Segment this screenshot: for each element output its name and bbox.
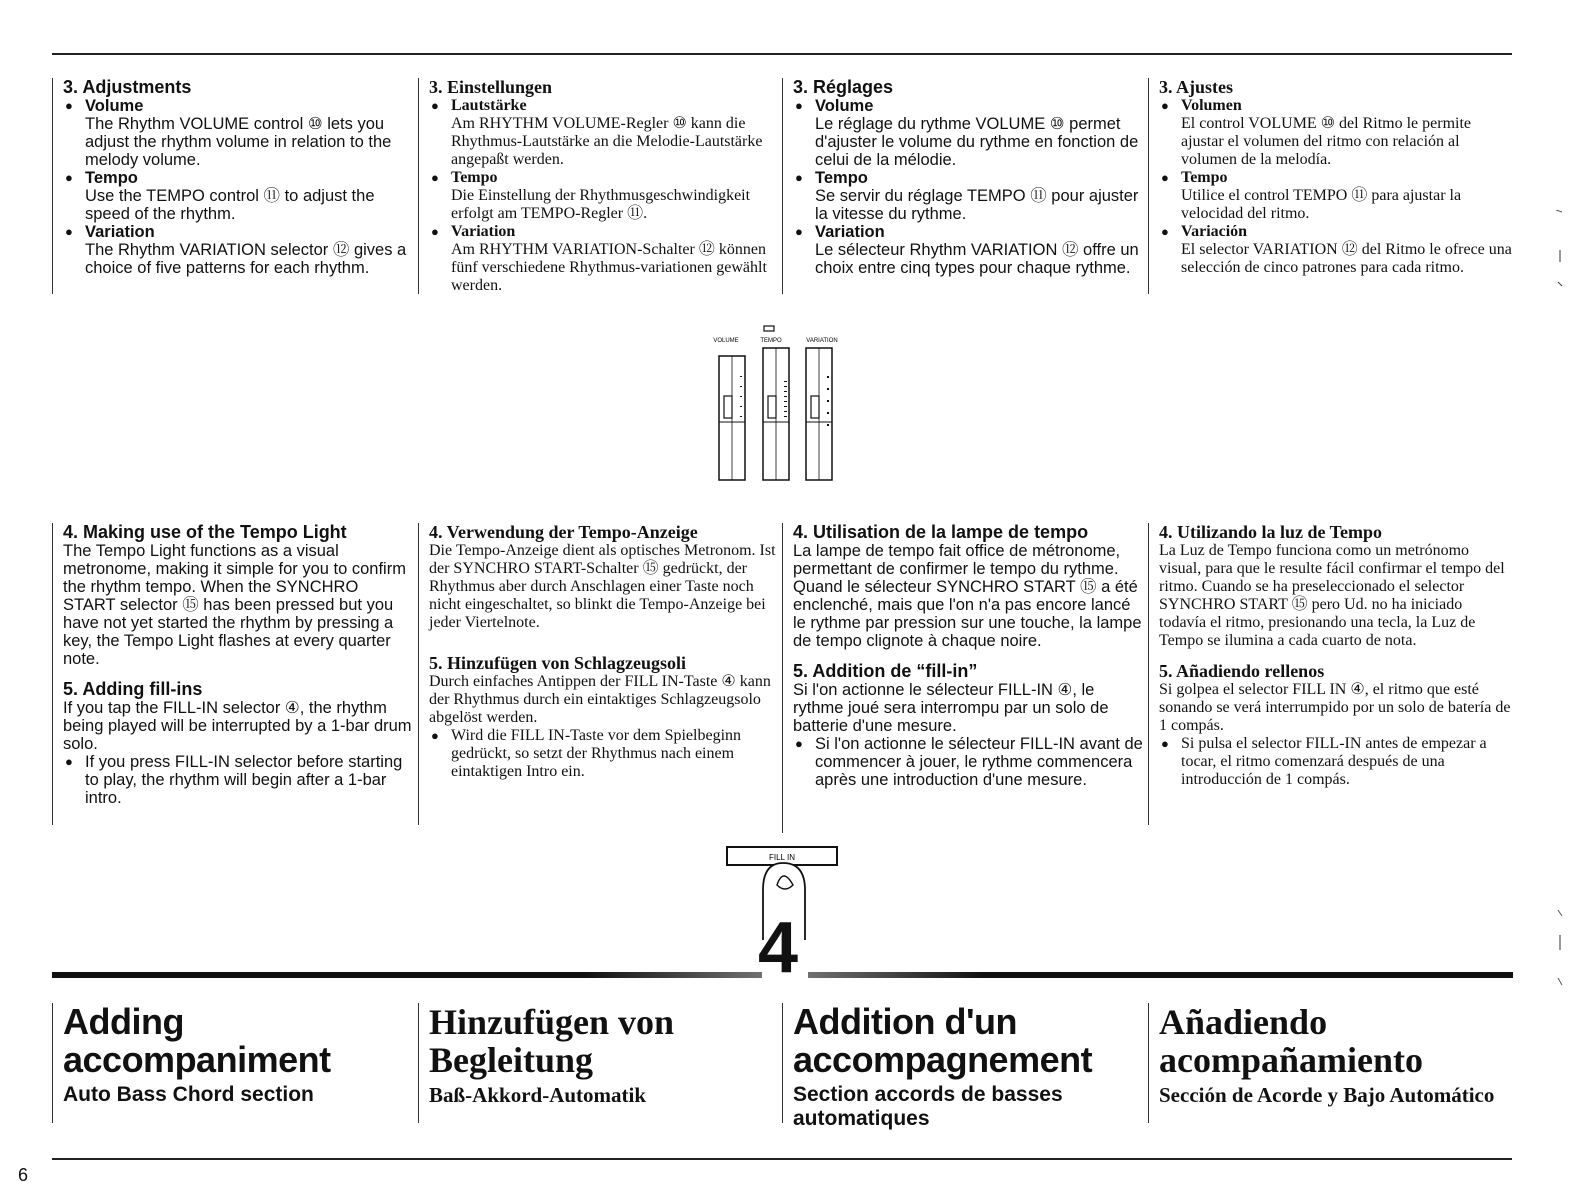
section-title: 5. Hinzufügen von Schlagzeugsoli (429, 653, 687, 673)
chapter-title-line2: acompañamiento (1159, 1040, 1423, 1080)
volume-heading: ● Volumen (1159, 97, 1512, 115)
section-title: 4. Verwendung der Tempo-Anzeige (429, 522, 698, 542)
volume-text: The Rhythm VOLUME control ⑩ lets you adjust the rhythm volume in relation to the melody volume. (85, 115, 392, 169)
chapter-subtitle: Baß-Akkord-Automatik (429, 1083, 647, 1107)
section-title: 4. Making use of the Tempo Light (63, 522, 347, 542)
chapter-title-line1: Añadiendo (1159, 1002, 1328, 1042)
col-fr-reglages (782, 78, 1144, 294)
variation-heading: ● Variation (793, 223, 1144, 241)
variation-text: El selector VARIATION ⑫ del Ritmo le ofrece una selección de cinco patrones para cada ritmo. (1181, 241, 1512, 276)
sliders-illustration (712, 326, 852, 481)
chapter-rule-right (808, 972, 1513, 978)
chapter-title-de (418, 1003, 780, 1123)
tempo-light-icon (764, 326, 774, 331)
bullet-item: ● Wird die FILL IN-Taste vor dem Spielbeginn gedrückt, so setzt der Rhythmus nach einem eintaktigen Intro ein. (429, 727, 780, 781)
tempo-heading: ● Tempo (63, 169, 414, 187)
variation-text: The Rhythm VARIATION selector ⑫ gives a choice of five patterns for each rhythm. (85, 241, 407, 277)
section-text: La lampe de tempo fait office de métronome, permettant de confirmer le tempo du rythme. Quand le sélecteur SYNCHRO START ⑮ a été enclenché, mais que l'on n'a pas encore lancé le rythme par pression sur une touche, la lampe de tempo clignote à chaque noire. (793, 542, 1142, 650)
col-de-tempo-fillin (418, 523, 780, 825)
section-title: 5. Addition de “fill-in” (793, 661, 978, 681)
section-text: Die Tempo-Anzeige dient als optisches Metronom. Ist der SYNCHRO START-Schalter ⑮ gedrückt, der Rhythmus aber durch Anschlagen einer Taste noch nicht eingeschaltet, so blinkt die Tempo-Anzeige bei jeder Viertelnote. (429, 542, 776, 631)
col-en-adjustments (52, 78, 414, 294)
section-title: 5. Adding fill-ins (63, 679, 203, 699)
bullet-item: ● If you press FILL-IN selector before starting to play, the rhythm will begin after a 1-bar intro. (63, 753, 414, 807)
chapter-title-fr (782, 1001, 1144, 1130)
chapter-subtitle: Sección de Acorde y Bajo Automático (1159, 1083, 1495, 1107)
variation-heading: ● Variation (429, 223, 780, 241)
section-text: Durch einfaches Antippen der FILL IN-Taste ④ kann der Rhythmus durch ein eintaktiges Schlagzeugsolo abgelöst werden. (429, 673, 771, 726)
label-variation: VARIATION (806, 338, 838, 344)
variation-heading: ● Variation (63, 223, 414, 241)
tempo-text: Utilice el control TEMPO ⑪ para ajustar la velocidad del ritmo. (1181, 187, 1462, 222)
tempo-text: Die Einstellung der Rhythmusgeschwindigkeit erfolgt am TEMPO-Regler ⑪. (451, 187, 751, 222)
section-title: 3. Réglages (793, 77, 894, 97)
col-es-tempo-fillin (1148, 523, 1512, 825)
label-tempo: TEMPO (760, 338, 782, 344)
col-de-einstellungen (418, 78, 780, 294)
section-text: Si l'on actionne le sélecteur FILL-IN ④, le rythme joué sera interrompu par un solo de batterie d'une mesure. (793, 681, 1109, 735)
tempo-text: Se servir du réglage TEMPO ⑪ pour ajuster la vitesse du rythme. (815, 187, 1139, 223)
tempo-heading: ● Tempo (429, 169, 780, 187)
volume-knob (724, 396, 732, 418)
volume-heading: ● Lautstärke (429, 97, 780, 115)
variation-text: Le sélecteur Rhythm VARIATION ⑫ offre un choix entre cinq types pour chaque rythme. (815, 241, 1139, 277)
label-volume: VOLUME (713, 338, 739, 344)
variation-heading: ● Variación (1159, 223, 1512, 241)
section-text: The Tempo Light functions as a visual metronome, making it simple for you to confirm the rhythm tempo. When the SYNCHRO START selector ⑮ has been pressed but you have not yet started the rhythm by pressing a key, the Tempo Light flashes at every quarter note. (63, 542, 406, 668)
rhythm-sliders-figure (712, 326, 852, 481)
section-title: 4. Utilizando la luz de Tempo (1159, 522, 1383, 542)
chapter-number: 4 (758, 908, 799, 988)
page-number: 6 (18, 1165, 29, 1185)
volume-heading: ● Volume (793, 97, 1144, 115)
tempo-heading: ● Tempo (793, 169, 1144, 187)
volume-text: Am RHYTHM VOLUME-Regler ⑩ kann die Rhythmus-Lautstärke an die Melodie-Lautstärke angepaßt werden. (451, 115, 763, 168)
chapter-title-en (52, 1003, 414, 1123)
chapter-subtitle: Section accords de basses automatiques (793, 1083, 1063, 1130)
volume-text: Le réglage du rythme VOLUME ⑩ permet d'ajuster le volume du rythme en fonction de celui de la mélodie. (815, 115, 1139, 169)
chapter-title-line1: Addition d'un (793, 1001, 1017, 1042)
chapter-rule-left (52, 972, 762, 978)
bullet-item: ● Si pulsa el selector FILL-IN antes de empezar a tocar, el ritmo comenzará después de una introducción de 1 compás. (1159, 735, 1512, 789)
bottom-rule (52, 1158, 1512, 1160)
tempo-text: Use the TEMPO control ⑪ to adjust the speed of the rhythm. (85, 187, 375, 223)
chapter-subtitle: Auto Bass Chord section (63, 1083, 314, 1106)
chapter-title-line2: accompaniment (63, 1039, 331, 1080)
col-en-tempo-fillin (52, 523, 414, 825)
variation-knob (811, 396, 819, 418)
chapter-title-line2: accompagnement (793, 1039, 1093, 1080)
volume-text: El control VOLUME ⑩ del Ritmo le permite ajustar el volumen del ritmo con relación al volumen de la melodía. (1181, 115, 1471, 168)
section-text: La Luz de Tempo funciona como un metrónomo visual, para que le resulte fácil confirmar el tempo del ritmo. Cuando se ha preseleccionado el selector SYNCHRO START ⑮ pero Ud. no ha iniciado todavía el ritmo, presionando una tecla, la Luz de Tempo se ilumina a cada cuarto de nota. (1159, 542, 1505, 649)
section-text: If you tap the FILL-IN selector ④, the rhythm being played will be interrupted by a 1-bar drum solo. (63, 699, 412, 753)
scan-edge-marks (1548, 210, 1568, 1110)
col-es-ajustes (1148, 78, 1512, 294)
chapter-title-line1: Adding (63, 1001, 184, 1042)
section-title: 3. Einstellungen (429, 77, 553, 97)
tempo-knob (768, 396, 776, 418)
fill-in-label: FILL IN (769, 853, 795, 862)
section-title: 5. Añadiendo rellenos (1159, 661, 1325, 681)
chapter-title-es (1148, 1003, 1512, 1123)
section-title: 3. Adjustments (63, 77, 192, 97)
col-fr-tempo-fillin (782, 523, 1144, 833)
chapter-title-line2: Begleitung (429, 1040, 594, 1080)
bullet-item: ● Si l'on actionne le sélecteur FILL-IN avant de commencer à jouer, le rythme commencera après une introduction d'une mesure. (793, 735, 1144, 789)
chapter-title-line1: Hinzufügen von (429, 1002, 675, 1042)
section-title: 3. Ajustes (1159, 77, 1234, 97)
section-text: Si golpea el selector FILL IN ④, el ritmo que esté sonando se verá interrumpido por un solo de batería de 1 compás. (1159, 681, 1511, 734)
variation-text: Am RHYTHM VARIATION-Schalter ⑫ können fünf verschiedene Rhythmus-variationen gewählt werden. (451, 241, 767, 294)
section-title: 4. Utilisation de la lampe de tempo (793, 522, 1089, 542)
volume-heading: ● Volume (63, 97, 414, 115)
top-rule (52, 53, 1512, 55)
tempo-heading: ● Tempo (1159, 169, 1512, 187)
